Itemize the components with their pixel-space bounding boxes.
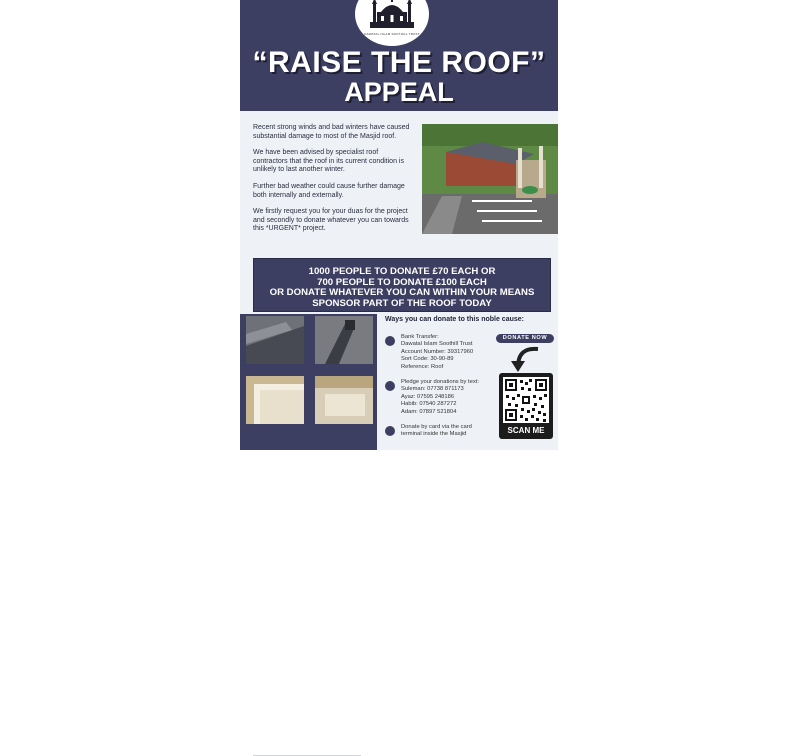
intro-paragraph: Further bad weather could cause further damage both internally and externally. [253,182,405,199]
method-line: Dawatal Islam Soothill Trust [401,341,473,348]
mosque-icon [355,0,429,46]
banner-line: OR DONATE WHATEVER YOU CAN WITHIN YOUR MEANS [269,287,535,299]
appeal-subtitle: APPEAL [344,77,454,107]
method-line: Donate by card via the card [401,424,472,430]
masjid-logo [355,0,429,46]
damage-photo-3 [246,376,304,424]
method-line: Habib: 07540 287272 [401,401,457,408]
donation-target-banner [253,258,551,312]
scan-me-label: SCAN ME [507,426,545,435]
curved-arrow-icon [508,345,542,373]
qr-code[interactable] [503,377,549,423]
method-line: Suleman: 07738 871173 [401,386,464,393]
bullet-icon [385,426,395,436]
method-line: Pledge your donations by text: [401,379,479,385]
method-text [401,334,473,371]
website-link[interactable]: dawatalislambatley.org.uk [253,746,334,753]
appeal-poster [240,0,558,753]
intro-paragraph: We firstly request you for your duas for the project and secondly to donate whatever you can towards this *URGENT* project. [253,208,409,233]
intro-paragraph: Recent strong winds and bad winters have caused substantial damage to most of the Masjid roof. [253,124,410,140]
appeal-title: “RAISE THE ROOF” [252,46,546,79]
ways-to-donate-title: Ways you can donate to this noble cause: [385,316,524,323]
banner-text [254,267,550,309]
damage-photo-4 [315,376,373,424]
method-line: Sort Code: 30-90-89 [401,356,454,363]
bullet-icon [385,381,395,391]
bullet-icon [385,336,395,346]
method-line: Ayaz: 07595 248186 [401,393,455,400]
damage-photo-2 [315,316,373,364]
banner-line: SPONSOR PART OF THE ROOF TODAY [312,297,492,309]
damage-photo-1 [246,316,304,364]
masjid-aerial-photo [422,124,558,234]
method-text [401,424,472,439]
banner-line: 1000 PEOPLE TO DONATE £70 EACH OR [308,266,496,277]
intro-paragraph: We have been advised by specialist roof contractors that the roof in its current condition is unlikely to last another winter. [253,149,404,174]
method-line: Account Number: 39317960 [401,348,474,355]
qr-code-icon [503,377,549,423]
poster-header [240,0,558,111]
damage-photo-panel [240,314,377,753]
method-line: Adam: 07897 521804 [401,408,457,415]
intro-text [253,124,413,242]
qr-code-card[interactable] [499,373,553,439]
method-line: terminal inside the Masjid [401,431,467,438]
banner-line: 700 PEOPLE TO DONATE £100 EACH [317,276,487,288]
method-line: Bank Transfer: [401,334,439,340]
donate-now-badge: DONATE NOW [496,334,554,343]
method-text [401,379,479,416]
logo-caption: DAWATAL ISLAM SOOTHILL TRUST [364,32,420,36]
method-line: Reference: Roof [401,363,444,370]
